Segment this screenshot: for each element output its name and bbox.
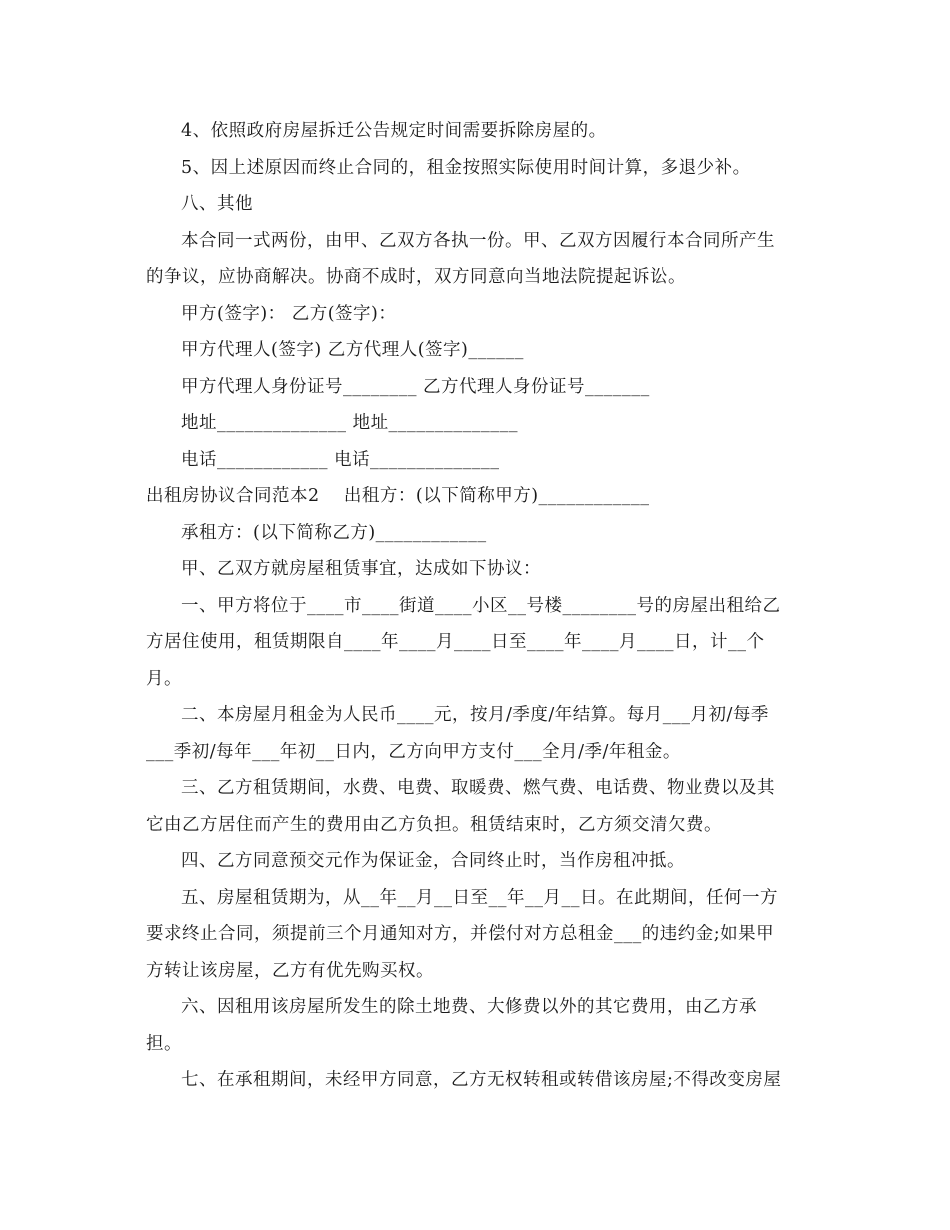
clause-line: 方转让该房屋，乙方有优先购买权。	[146, 961, 434, 981]
clause-line: 二、本房屋月租金为人民币____元，按月/季度/年结算。每月___月初/每季	[181, 705, 769, 725]
section-heading: 八、其他	[181, 194, 253, 214]
paragraph-line: 本合同一式两份，由甲、乙双方各执一份。甲、乙双方因履行本合同所产生	[181, 231, 775, 251]
clause-line: 四、乙方同意预交元作为保证金，合同终止时，当作房租冲抵。	[181, 851, 685, 871]
clause-line: 方居住使用，租赁期限自____年____月____日至____年____月____日，计__个	[146, 632, 765, 652]
signature-line: 甲方(签字)： 乙方(签字)：	[181, 304, 397, 324]
signature-line: 甲方代理人(签字) 乙方代理人(签字)______	[181, 340, 524, 360]
paragraph-line: 甲、乙双方就房屋租赁事宜，达成如下协议：	[181, 559, 541, 579]
phone-line: 电话____________ 电话______________	[181, 450, 500, 470]
clause-line: 五、房屋租赁期为，从__年__月__日至__年__月__日。在此期间，任何一方	[181, 888, 778, 908]
clause-line: 5、因上述原因而终止合同的，租金按照实际使用时间计算，多退少补。	[181, 158, 751, 178]
party-line: 承租方：(以下简称乙方)____________	[181, 523, 487, 543]
address-line: 地址______________ 地址______________	[181, 413, 519, 433]
id-number-line: 甲方代理人身份证号________ 乙方代理人身份证号_______	[181, 377, 650, 397]
clause-line: 六、因租用该房屋所发生的除土地费、大修费以外的其它费用，由乙方承	[181, 997, 757, 1017]
clause-line: 要求终止合同，须提前三个月通知对方，并偿付对方总租金___的违约金;如果甲	[146, 924, 775, 944]
clause-line: 4、依照政府房屋拆迁公告规定时间需要拆除房屋的。	[181, 121, 607, 141]
clause-line: 月。	[146, 669, 182, 689]
clause-line: 它由乙方居住而产生的费用由乙方负担。租赁结束时，乙方须交清欠费。	[146, 815, 722, 835]
paragraph-line: 的争议，应协商解决。协商不成时，双方同意向当地法院提起诉讼。	[146, 267, 686, 287]
clause-line: ___季初/每年___年初__日内，乙方向甲方支付___全月/季/年租金。	[146, 742, 681, 762]
template-heading: 出租房协议合同范本2 出租方：(以下简称甲方)____________	[146, 486, 650, 506]
clause-line: 七、在承租期间，未经甲方同意，乙方无权转租或转借该房屋;不得改变房屋	[181, 1070, 782, 1090]
clause-line: 一、甲方将位于____市____街道____小区__号楼________号的房屋出租给乙	[181, 596, 781, 616]
clause-line: 三、乙方租赁期间，水费、电费、取暖费、燃气费、电话费、物业费以及其	[181, 778, 775, 798]
clause-line: 担。	[146, 1034, 182, 1054]
